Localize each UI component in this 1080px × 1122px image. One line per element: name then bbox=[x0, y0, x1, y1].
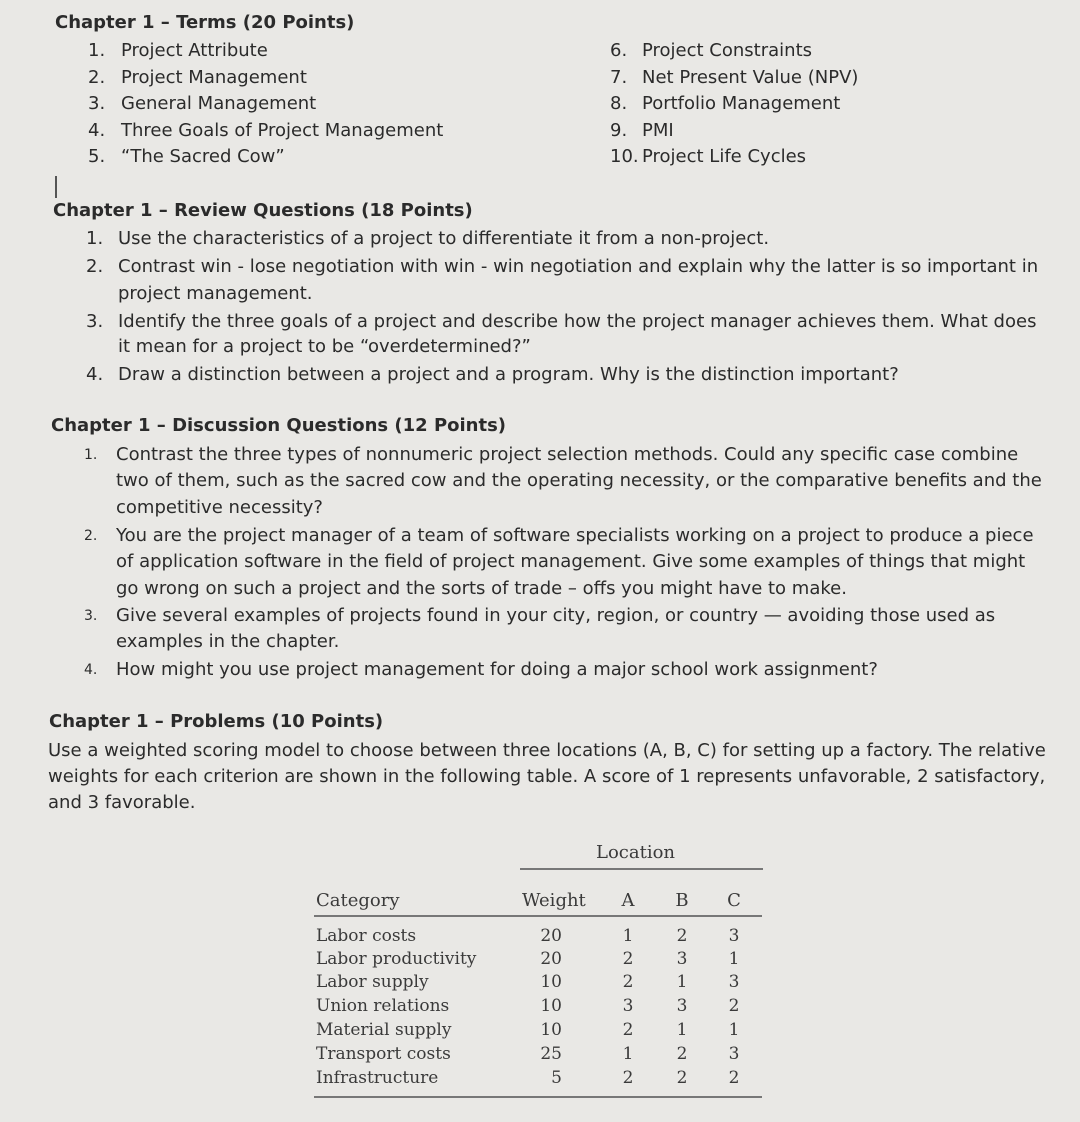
review-heading: Chapter 1 – Review Questions (18 Points) bbox=[53, 200, 473, 221]
problems-heading: Chapter 1 – Problems (10 Points) bbox=[49, 711, 384, 732]
column-header-b: B bbox=[675, 890, 689, 911]
column-header-weight: Weight bbox=[522, 890, 586, 911]
problems-paragraph-line: Use a weighted scoring model to choose between three locations (A, B, C) for setting up a factory. The relative bbox=[48, 740, 1046, 761]
discussion-heading: Chapter 1 – Discussion Questions (12 Points) bbox=[51, 415, 507, 436]
problems-paragraph-line: and 3 favorable. bbox=[48, 792, 196, 813]
column-header-category: Category bbox=[316, 890, 400, 911]
text-cursor bbox=[55, 176, 57, 198]
column-header-a: A bbox=[621, 890, 635, 911]
header-rule bbox=[314, 915, 762, 917]
problems-paragraph-line: weights for each criterion are shown in the following table. A score of 1 represents unfavorable, 2 satisfactory, bbox=[48, 766, 1046, 787]
terms-heading: Chapter 1 – Terms (20 Points) bbox=[55, 12, 355, 33]
document-page: Chapter 1 – Terms (20 Points) 1. Project Attribute 2. Project Management 3. General Management 4. Three Goals of Project Management 5. “The Sacred Cow” 6. Project Constraints 7. Net Present Value (NPV) 8. Portfolio Management 9. PMI 10. Project Life Cycles Chapter 1 – Review Questions (18 Points) 1. Use the characteristics of a project to differentiate it from a non-project. 2. Contrast win - lose negotiation with win - win negotiation and explain why the latter is so important in project management. 3. Identify the three goals of a project and describe how the project manager achieves them. What does it mean for a project to be “overdetermined?” 4. Draw a distinction between a project and a program. Why is the distinction important? Chapter 1 – Discussion Questions (12 Points) 1. Contrast the three types of nonnumeric project selection methods. Could any specific case combine two of them, such as the sacred cow and the operating necessity, or the comparative benefits and the competitive necessity? 2. You are the project manager of a team of software specialists working on a project to produce a piece of application software in the field of project management. Give some examples of things that might go wrong on such a project and the sorts of trade – offs you might have to make. 3. Give several examples of projects found in your city, region, or country — avoiding those used as examples in the chapter. 4. How might you use project management for doing a major school work assignment? Chapter 1 – Problems (10 Points) Use a weighted scoring model to choose between three locations (A, B, C) for setting up a factory. The relative weights for each criterion are shown in the following table. A score of 1 represents unfavorable, 2 satisfactory, and 3 favorable. Location Category Weight A B C Labor costs 20 1 2 3 Labor productivity 20 2 3 1 Labor supply 10 2 1 3 Union relations 10 3 3 2 Material supply 10 2 1 1 Transport costs 25 1 2 3 Infrastructure 5 2 2 2 bbox=[0, 0, 1080, 1122]
column-header-c: C bbox=[727, 890, 741, 911]
location-rule bbox=[520, 868, 763, 870]
location-group-header: Location bbox=[596, 842, 676, 863]
table-bottom-rule bbox=[314, 1096, 762, 1098]
